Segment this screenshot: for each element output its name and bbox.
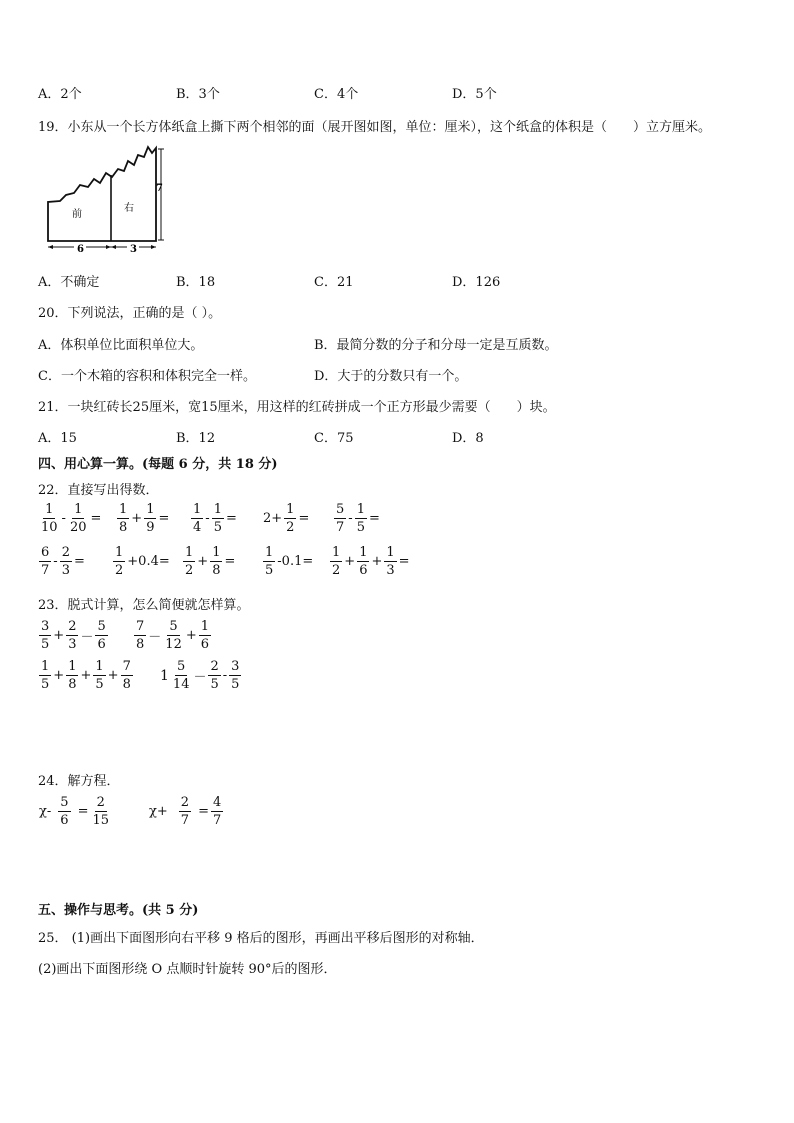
question-25-part-1: 25． (1)画出下面图形向右平移 9 格后的图形，再画出平移后图形的对称轴． xyxy=(38,931,484,946)
q22-r2-item4: $\frac{1}{5}$ -0.1= xyxy=(265,545,314,578)
question-23: 23．脱式计算，怎么简便就怎样算。 xyxy=(38,598,250,613)
q23-expression-1: $\frac{3}{5}$ + $\frac{2}{3}$ － $\frac{5}{6}$ xyxy=(41,619,106,652)
q23-expression-3: $\frac{1}{5}$ + $\frac{1}{8}$ + $\frac{1}{5}$ + $\frac{7}{8}$ xyxy=(41,659,131,692)
question-24: 24．解方程． xyxy=(38,774,120,789)
q23-expression-4: 1 $\frac{5}{14}$ － $\frac{2}{5}$ - $\frac{3}{5}$ xyxy=(160,659,240,692)
option-d: D．5个 xyxy=(452,87,497,102)
q22-r1-item1: $\frac{1}{10}$ - $\frac{1}{20}$ = xyxy=(41,502,102,535)
q22-r2-item3: $\frac{1}{2}$ + $\frac{1}{8}$ = xyxy=(185,545,236,578)
q24-equation-1: χ- $\frac{5}{6}$ = $\frac{2}{15}$ xyxy=(39,795,110,828)
q22-r2-item2: $\frac{1}{2}$ +0.4= xyxy=(115,545,170,578)
question-19: 19．小东从一个长方体纸盒上撕下两个相邻的面（展开图如图，单位：厘米），这个纸盒的体积是（ ）立方厘米。 xyxy=(38,120,712,135)
q21-option-a: A．15 xyxy=(38,431,77,446)
option-a: A．2个 xyxy=(38,87,82,102)
q24-equation-2: χ+ $\frac{2}{7}$ = $\frac{4}{7}$ xyxy=(149,795,222,828)
height-label: 7 xyxy=(156,183,163,194)
section-5-title: 五、操作与思考。(共 5 分) xyxy=(38,903,199,918)
width-right-label: 3 xyxy=(130,244,137,255)
q22-r1-item2: $\frac{1}{8}$ + $\frac{1}{9}$ = xyxy=(119,502,170,535)
q22-r2-item5: $\frac{1}{2}$ + $\frac{1}{6}$ + $\frac{1}{3}$ = xyxy=(332,545,410,578)
q22-r1-item3: $\frac{1}{4}$ - $\frac{1}{5}$ = xyxy=(193,502,237,535)
q20-option-b: B．最简分数的分子和分母一定是互质数。 xyxy=(314,338,558,353)
question-22: 22．直接写出得数． xyxy=(38,483,159,498)
question-25-part-2: (2)画出下面图形绕 O 点顺时针旋转 90°后的图形． xyxy=(38,962,337,977)
q20-option-c: C．一个木箱的容积和体积完全一样。 xyxy=(38,369,256,384)
q21-option-b: B．12 xyxy=(176,431,216,446)
q23-expression-2: $\frac{7}{8}$ － $\frac{5}{12}$ + $\frac{1}{6}$ xyxy=(136,619,210,652)
q19-option-c: C．21 xyxy=(314,275,354,290)
q22-r2-item1: $\frac{6}{7}$ - $\frac{2}{3}$ = xyxy=(41,545,85,578)
right-face-label: 右 xyxy=(124,203,134,214)
q20-option-a: A．体积单位比面积单位大。 xyxy=(38,338,204,353)
option-b: B．3个 xyxy=(176,87,220,102)
front-face-label: 前 xyxy=(72,209,82,220)
q22-r1-item4: 2+ $\frac{1}{2}$ = xyxy=(263,502,310,535)
q19-option-d: D．126 xyxy=(452,275,501,290)
q22-r1-item5: $\frac{5}{7}$ - $\frac{1}{5}$ = xyxy=(336,502,380,535)
q20-option-d: D．大于的分数只有一个。 xyxy=(314,369,468,384)
question-20: 20．下列说法，正确的是（ ）。 xyxy=(38,306,222,321)
q21-option-c: C．75 xyxy=(314,431,354,446)
q19-option-a: A．不确定 xyxy=(38,275,100,290)
option-c: C．4个 xyxy=(314,87,359,102)
width-left-label: 6 xyxy=(77,244,84,255)
q21-option-d: D．8 xyxy=(452,431,484,446)
section-4-title: 四、用心算一算。(每题 6 分，共 18 分) xyxy=(38,457,278,472)
unfolded-box-figure xyxy=(38,143,168,258)
q19-option-b: B．18 xyxy=(176,275,216,290)
question-21: 21．一块红砖长25厘米，宽15厘米，用这样的红砖拼成一个正方形最少需要（ ）块。 xyxy=(38,400,556,415)
